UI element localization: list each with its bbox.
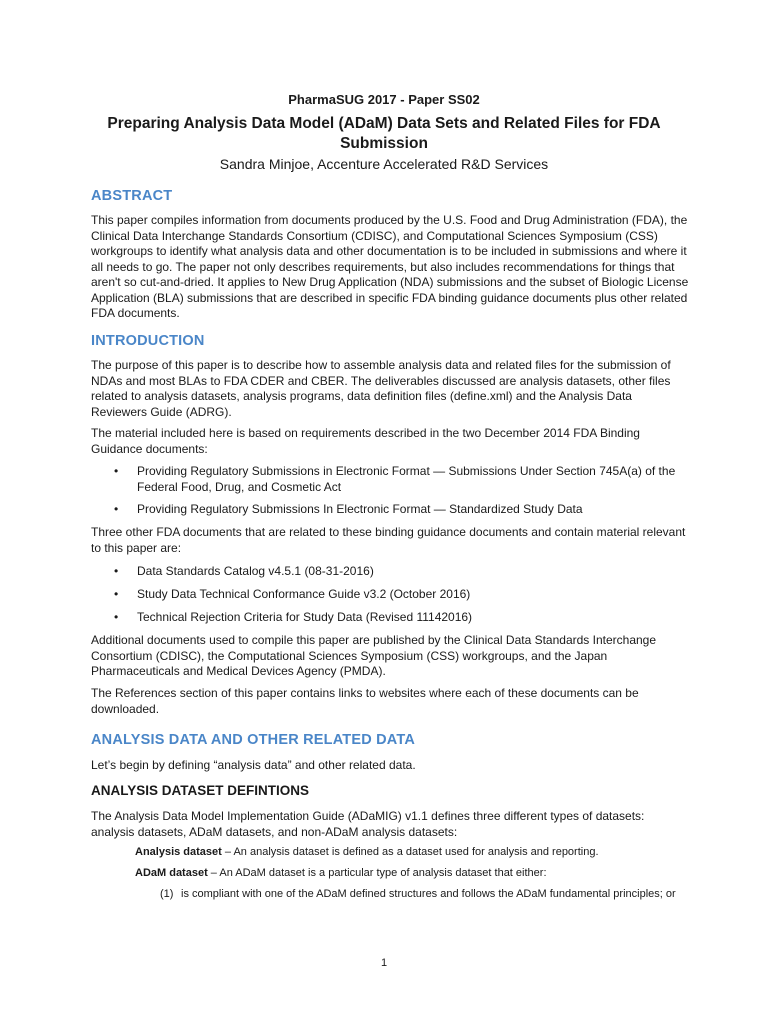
- list-item: [114, 610, 694, 626]
- introduction-heading: INTRODUCTION: [91, 333, 205, 349]
- list-item-text: Technical Rejection Criteria for Study Data (Revised 11142016): [137, 610, 473, 624]
- bullet-icon: •: [114, 502, 119, 516]
- list-item: [114, 587, 694, 603]
- bullet-icon: •: [114, 610, 119, 624]
- intro-paragraph-4: Additional documents used to compile this paper are published by the Clinical Data Standards Interchange Consortium (CDISC), the Computational Sciences Symposium (CSS) workgroups, and the Japan Pharmaceuticals and Medical Devices Agency (PMDA).: [91, 633, 657, 678]
- definition-text: – An ADaM dataset is a particular type of analysis dataset that either:: [207, 867, 547, 879]
- bullet-icon: •: [114, 587, 119, 601]
- list-item-text: Providing Regulatory Submissions in Electronic Format — Submissions Under Section 745A(a) of the Federal Food, Drug, and Cosmetic Act: [137, 464, 676, 494]
- intro-paragraph-3: Three other FDA documents that are related to these binding guidance documents and contain material relevant to this paper are:: [91, 525, 686, 555]
- bullet-icon: •: [114, 464, 119, 478]
- paper-title: Preparing Analysis Data Model (ADaM) Data Sets and Related Files for FDA Submission: [107, 115, 661, 152]
- analysis-data-heading: ANALYSIS DATA AND OTHER RELATED DATA: [91, 732, 416, 748]
- abstract-heading: ABSTRACT: [91, 188, 173, 204]
- intro-paragraph-5: The References section of this paper contains links to websites where each of these documents can be downloaded.: [91, 686, 639, 716]
- numbered-item: [160, 887, 680, 901]
- conference-label: PharmaSUG 2017 - Paper SS02: [288, 92, 480, 107]
- item-number: (1): [160, 888, 174, 900]
- author-line: Sandra Minjoe, Accenture Accelerated R&D Services: [219, 156, 549, 172]
- analysis-data-paragraph: Let’s begin by defining “analysis data” and other related data.: [91, 758, 416, 772]
- list-item-text: Study Data Technical Conformance Guide v3.2 (October 2016): [137, 587, 471, 601]
- list-item-text: Providing Regulatory Submissions In Electronic Format — Standardized Study Data: [137, 502, 583, 516]
- intro-paragraph-2: The material included here is based on requirements described in the two December 2014 FDA Binding Guidance documents:: [91, 426, 640, 456]
- page-number: 1: [380, 957, 388, 969]
- list-item: [114, 502, 694, 518]
- definitions-paragraph: The Analysis Data Model Implementation Guide (ADaMIG) v1.1 defines three different types of datasets: analysis datasets, ADaM datasets, and non-ADaM analysis datasets:: [91, 809, 645, 839]
- definition-adam-dataset: [135, 866, 695, 880]
- bullet-icon: •: [114, 564, 119, 578]
- abstract-text: This paper compiles information from documents produced by the U.S. Food and Drug Administration (FDA), the Clinical Data Interchange Standards Consortium (CDISC), and Computational Sciences Symposium (CSS) workgroups to identify what analysis data and other documentation is to be included in submissions and where it all needs to go. The paper not only describes requirements, but also includes recommendations for things that aren't so cut-and-dried. It applies to New Drug Application (NDA) submissions and the subset of Biologic License Application (BLA) submissions that are described in specific FDA binding guidance documents plus other related FDA documents.: [91, 213, 689, 320]
- item-text: is compliant with one of the ADaM defined structures and follows the ADaM fundamental principles; or: [181, 888, 676, 900]
- intro-paragraph-1: The purpose of this paper is to describe how to assemble analysis data and related files for the submission of NDAs and most BLAs to FDA CDER and CBER. The deliverables discussed are analysis datasets, other files related to analysis datasets, analysis programs, data definition files (define.xml) and the Analysis Data Reviewers Guide (ADRG).: [91, 358, 671, 419]
- definition-text: – An analysis dataset is defined as a dataset used for analysis and reporting.: [221, 846, 599, 858]
- list-item-text: Data Standards Catalog v4.5.1 (08-31-2016): [137, 564, 374, 578]
- list-item: [114, 464, 694, 495]
- definition-term: ADaM dataset: [135, 867, 208, 879]
- list-item: [114, 564, 694, 580]
- definition-term: Analysis dataset: [135, 846, 222, 858]
- definitions-heading: ANALYSIS DATASET DEFINTIONS: [91, 783, 310, 798]
- definition-analysis-dataset: [135, 845, 695, 859]
